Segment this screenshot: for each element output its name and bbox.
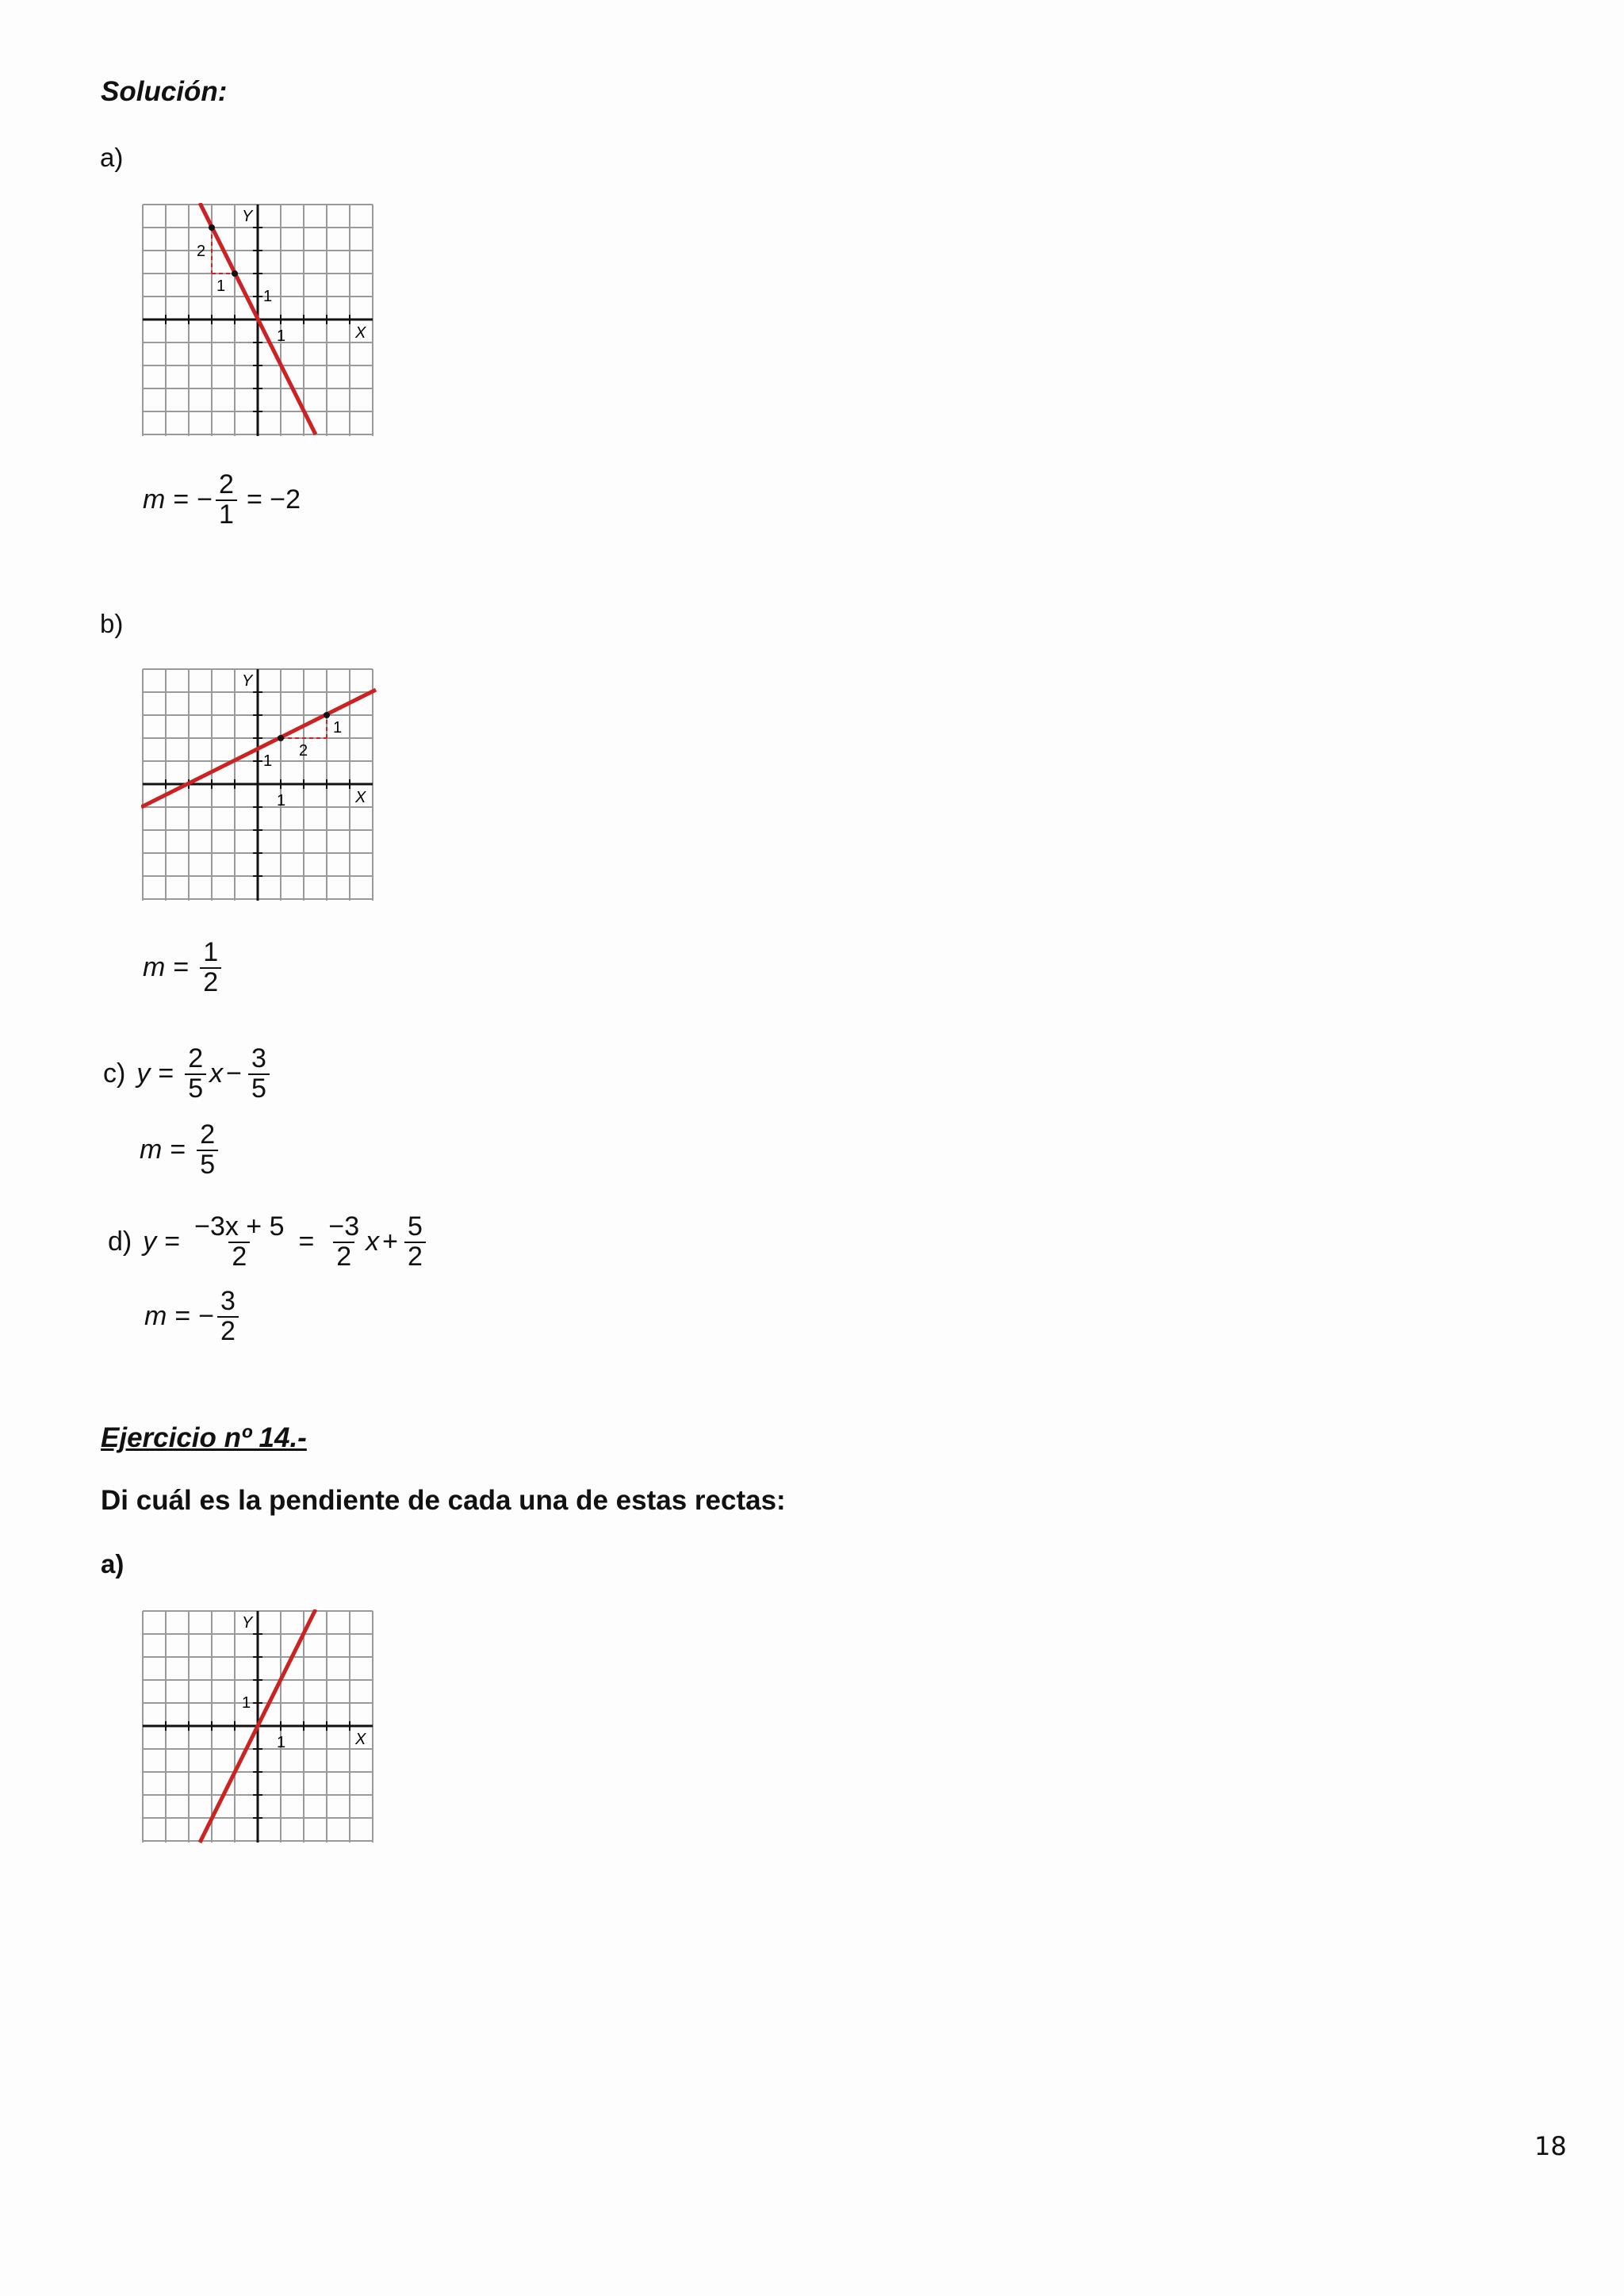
- y-axis-label: Y: [242, 672, 253, 690]
- denominator: 5: [185, 1073, 206, 1104]
- fraction: [404, 1213, 426, 1271]
- y-var: y: [136, 1058, 151, 1089]
- part-c-label: c): [103, 1058, 126, 1089]
- slope-b: [143, 939, 224, 997]
- m-var: m: [143, 484, 166, 515]
- numerator: 2: [219, 469, 234, 499]
- denominator: 5: [197, 1150, 218, 1180]
- numerator: 3: [251, 1043, 266, 1073]
- x-axis-label: X: [355, 324, 366, 342]
- tick-label-x: 1: [277, 792, 286, 809]
- numerator: −3: [328, 1211, 360, 1242]
- numerator: 2: [200, 1119, 216, 1150]
- graph-a: [141, 203, 379, 441]
- x-var: x: [209, 1058, 224, 1089]
- minus-sign: −: [197, 484, 213, 515]
- fraction: [217, 1288, 239, 1345]
- y-axis-label: Y: [242, 1614, 253, 1632]
- exercise-title: Ejercicio nº 14.-: [101, 1422, 307, 1453]
- point: [278, 735, 284, 741]
- fraction: [191, 1213, 287, 1271]
- slope-c: [140, 1121, 221, 1179]
- equation-c: [103, 1045, 273, 1103]
- tick-label-y: 1: [263, 752, 273, 770]
- m-var: m: [143, 952, 166, 983]
- tick-label-x: 1: [277, 327, 286, 345]
- numerator: 1: [203, 937, 219, 967]
- part-a-label: a): [100, 143, 124, 172]
- exercise-part-a-label: a): [101, 1549, 124, 1578]
- fraction: [216, 471, 237, 529]
- x-axis-label: X: [355, 789, 366, 806]
- x-var: x: [366, 1226, 380, 1257]
- fraction: [325, 1213, 362, 1271]
- exercise-question: Di cuál es la pendiente de cada una de estas rectas:: [101, 1485, 786, 1516]
- denominator: 5: [248, 1073, 270, 1104]
- denominator: 1: [216, 499, 237, 530]
- x-axis-label: X: [355, 1731, 366, 1748]
- fraction: [248, 1045, 270, 1103]
- fraction: [185, 1045, 206, 1103]
- solution-heading: Solución:: [101, 76, 228, 107]
- m-var: m: [140, 1135, 163, 1165]
- axes: [143, 669, 373, 901]
- numerator: 3: [220, 1286, 236, 1316]
- numerator: 5: [408, 1211, 423, 1242]
- equation-d: [108, 1213, 429, 1271]
- equals-sign: =: [158, 1058, 174, 1089]
- equals-sign: =: [174, 1301, 191, 1332]
- y-axis-label: Y: [242, 208, 253, 225]
- denominator: 2: [200, 967, 221, 997]
- slope-d: [144, 1288, 242, 1345]
- equals-sign: =: [173, 484, 190, 515]
- page-number: 18: [1534, 2131, 1567, 2161]
- equals-sign: =: [298, 1226, 315, 1257]
- equals-sign: =: [170, 1135, 186, 1165]
- denominator: 2: [333, 1242, 354, 1272]
- point: [324, 712, 330, 718]
- denominator: 2: [228, 1242, 250, 1272]
- numerator: −3x + 5: [194, 1211, 285, 1242]
- fraction: [200, 939, 221, 997]
- minus-sign: −: [226, 1058, 242, 1089]
- minus-sign: −: [198, 1301, 215, 1332]
- plus-sign: +: [382, 1226, 398, 1257]
- rise-label: 2: [197, 243, 206, 260]
- tick-label-y: 1: [242, 1694, 251, 1712]
- denominator: 2: [217, 1316, 239, 1346]
- denominator: 2: [404, 1242, 426, 1272]
- y-var: y: [143, 1226, 157, 1257]
- graph-b: [141, 668, 379, 905]
- part-d-label: d): [108, 1226, 132, 1257]
- point: [209, 224, 215, 231]
- point: [232, 270, 238, 277]
- equals-sign: =: [164, 1226, 181, 1257]
- slope-result: = −2: [246, 484, 301, 515]
- fraction: [197, 1121, 218, 1179]
- graph-exercise-a: [141, 1609, 379, 1847]
- equals-sign: =: [173, 952, 190, 983]
- numerator: 2: [188, 1043, 204, 1073]
- tick-label-x: 1: [277, 1734, 286, 1751]
- part-b-label: b): [100, 609, 124, 638]
- rise-label: 1: [333, 719, 343, 737]
- run-label: 1: [216, 277, 226, 295]
- tick-label-y: 1: [263, 288, 273, 305]
- slope-a: [143, 471, 301, 529]
- run-label: 2: [299, 742, 308, 760]
- m-var: m: [144, 1301, 167, 1332]
